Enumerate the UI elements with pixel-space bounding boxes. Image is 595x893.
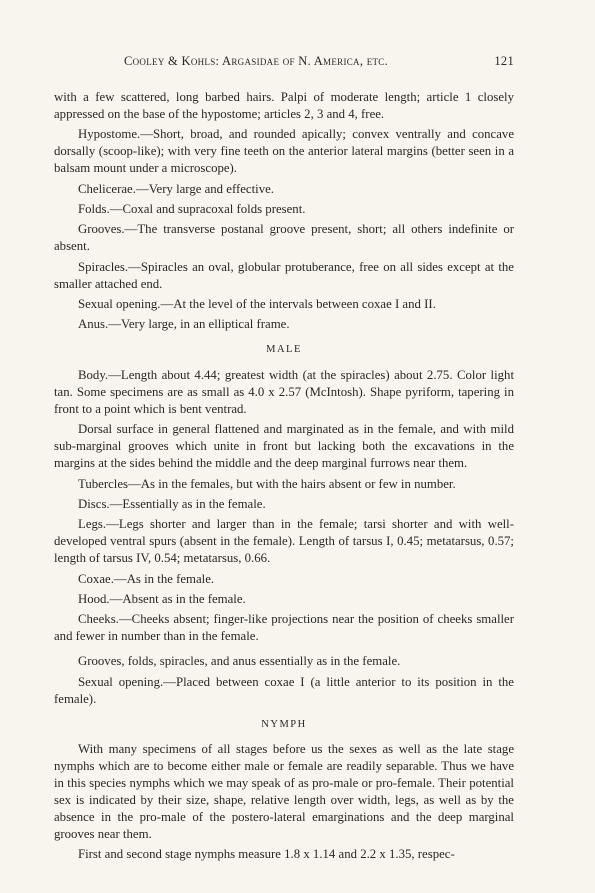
paragraph-tubercles: Tubercles—As in the females, but with the hairs absent or few in number.	[78, 476, 456, 491]
paragraph-discs: Discs.—Essentially as in the female.	[78, 497, 266, 512]
running-title: Cooley & Kohls: Argasidae of N. America, etc.	[124, 54, 389, 68]
paragraph-grooves: Grooves.—The transverse postanal groove present, short; all others indefinite or absent.	[54, 222, 514, 254]
paragraph-chelicerae: Chelicerae.—Very large and effective.	[78, 181, 275, 196]
paragraph-legs: Legs.—Legs shorter and larger than in the female; tarsi shorter and with well-developed ventral spurs (absent in the female). Length of tarsus I, 0.45; metatarsus, 0.57; length of tarsus IV, 0.54; metatarsus, 0.66.	[54, 517, 514, 566]
paragraph-sexual-opening: Sexual opening.—At the level of the intervals between coxae I and II.	[78, 296, 436, 311]
paragraph-spiracles: Spiracles.—Spiracles an oval, globular protuberance, free on all sides except at the smaller attached end.	[54, 259, 514, 291]
paragraph-grooves-folds: Grooves, folds, spiracles, and anus essentially as in the female.	[78, 654, 401, 669]
paragraph-anus: Anus.—Very large, in an elliptical frame.	[78, 317, 290, 332]
section-heading-nymph: NYMPH	[261, 718, 307, 730]
paragraph-body: Body.—Length about 4.44; greatest width (at the spiracles) about 2.75. Color light tan. Some specimens are as small as 4.0 x 2.57 (McIntosh). Shape pyriform, tapering in front to a point which is bent ventrad.	[54, 368, 514, 416]
paragraph-nymph-intro: With many specimens of all stages before us the sexes as well as the late stage nymphs which are to become either male or female are readily separable. Thus we have in this species nymphs which we may speak of as pro-male or pro-female. Their potential sex is indicated by their size, shape, relative length over width, legs, as well as by the absence in the pro-male of the postero-lateral emarginations and the deep marginal grooves near them.	[54, 742, 514, 841]
page-number: 121	[494, 54, 514, 68]
section-heading-male: MALE	[266, 344, 302, 356]
page	[54, 54, 514, 867]
paragraph-hypostome: Hypostome.—Short, broad, and rounded apically; convex ventrally and concave dorsally (scoop-like); with very fine teeth on the anterior lateral margins (better seen in a balsam mount under a microscope).	[54, 127, 514, 176]
paragraph-dorsal-surface: Dorsal surface in general flattened and marginated as in the female, and with mild sub-marginal grooves which unite in front but lacking both the excavations in the margins at the sides behind the middle and the deep marginal furrows near them.	[54, 422, 514, 471]
paragraph-coxae: Coxae.—As in the female.	[78, 571, 215, 586]
paragraph-cheeks: Cheeks.—Cheeks absent; finger-like projections near the position of cheeks smaller and fewer in number than in the female.	[54, 612, 514, 644]
paragraph-nymph-stages: First and second stage nymphs measure 1.8 x 1.14 and 2.2 x 1.35, respec-	[78, 847, 455, 862]
paragraph: with a few scattered, long barbed hairs. Palpi of moderate length; article 1 closely appressed on the base of the hypostome; articles 2, 3 and 4, free.	[54, 90, 514, 121]
paragraph-folds: Folds.—Coxal and supracoxal folds present.	[78, 201, 306, 216]
paragraph-hood: Hood.—Absent as in the female.	[78, 592, 246, 607]
paragraph-sexual-opening-male: Sexual opening.—Placed between coxae I (a little anterior to its position in the female).	[54, 674, 514, 706]
body-text	[54, 89, 514, 863]
running-header	[54, 54, 514, 69]
